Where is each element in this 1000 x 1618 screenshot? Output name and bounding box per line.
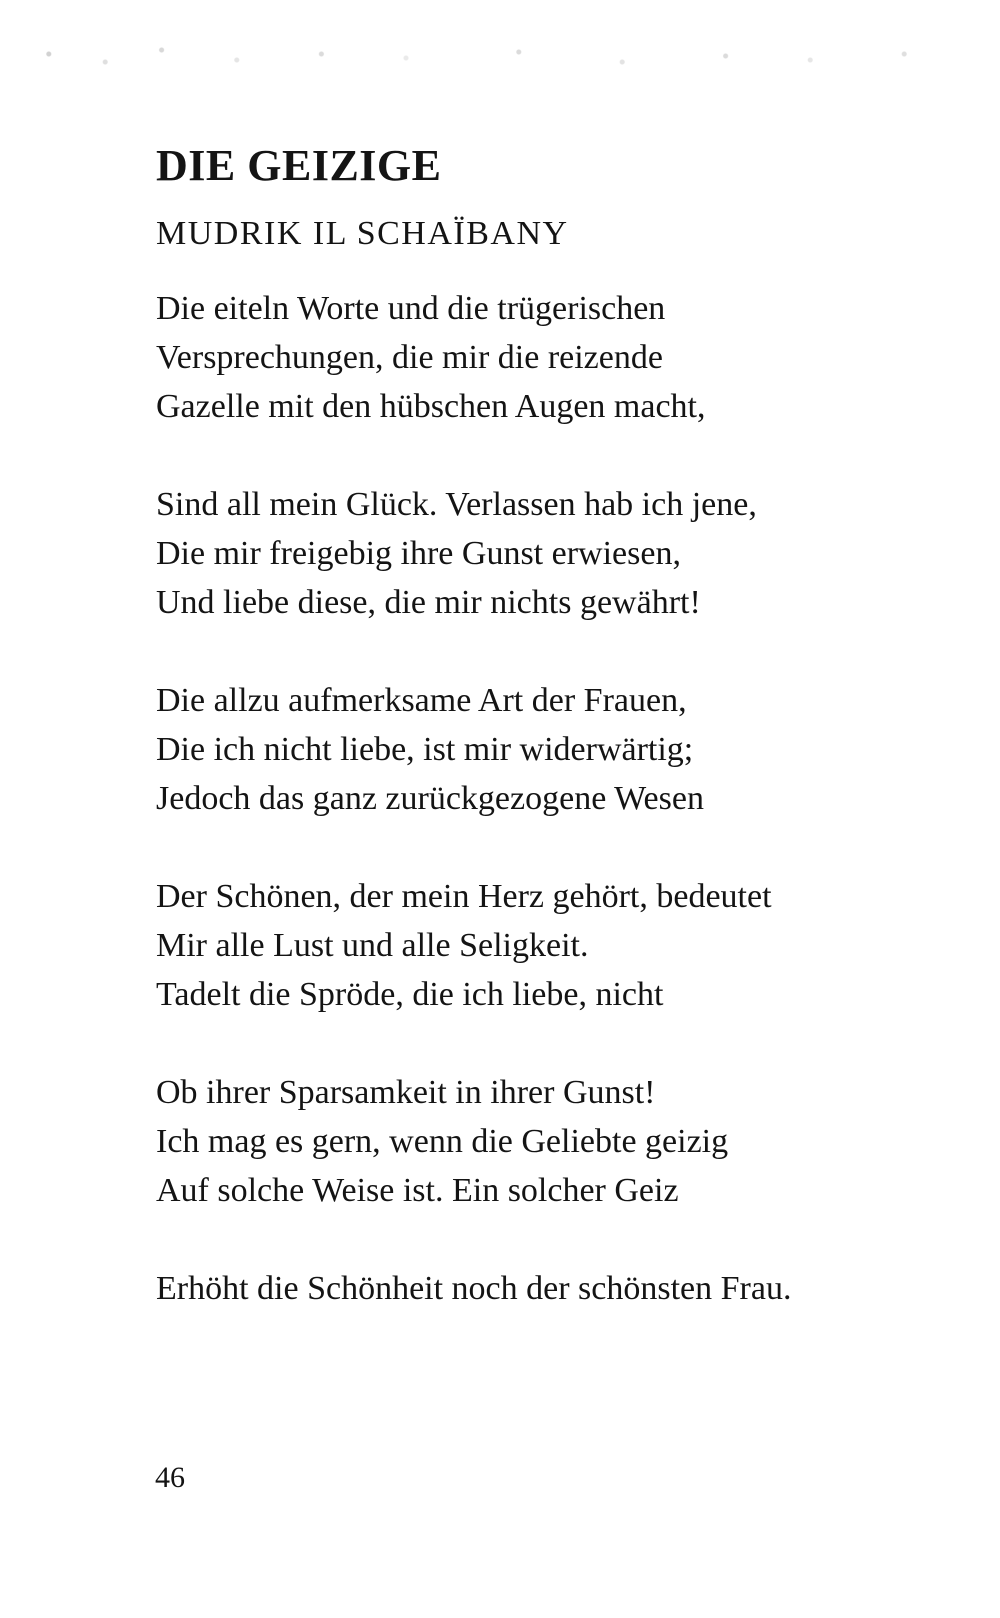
poem-line: Sind all mein Glück. Verlassen hab ich jene, xyxy=(156,486,757,523)
poem-line: Die allzu aufmerksame Art der Frauen, xyxy=(156,682,687,719)
poem-line: Tadelt die Spröde, die ich liebe, nicht xyxy=(156,976,664,1013)
poem-line: Ob ihrer Sparsamkeit in ihrer Gunst! xyxy=(156,1074,656,1111)
scan-artifact-band xyxy=(30,38,970,78)
poem-body xyxy=(156,284,976,1362)
stanza-6 xyxy=(156,1264,976,1313)
stanza-4 xyxy=(156,872,976,1019)
stanza-5 xyxy=(156,1068,976,1215)
poem-line: Die mir freigebig ihre Gunst erwiesen, xyxy=(156,535,681,572)
poem-line: Mir alle Lust und alle Seligkeit. xyxy=(156,927,589,964)
page-number: 46 xyxy=(155,1461,185,1494)
poem-line: Der Schönen, der mein Herz gehört, bedeutet xyxy=(156,878,772,915)
poem-line: Auf solche Weise ist. Ein solcher Geiz xyxy=(156,1172,679,1209)
poem-line: Erhöht die Schönheit noch der schönsten Frau. xyxy=(156,1270,792,1307)
poem-title: DIE GEIZIGE xyxy=(156,141,442,190)
poem-line: Jedoch das ganz zurückgezogene Wesen xyxy=(156,780,704,817)
poem-line: Und liebe diese, die mir nichts gewährt! xyxy=(156,584,701,621)
poem-author: MUDRIK IL SCHAÏBANY xyxy=(156,215,569,252)
stanza-2 xyxy=(156,480,976,627)
poem-line: Versprechungen, die mir die reizende xyxy=(156,339,663,376)
poem-line: Die eiteln Worte und die trügerischen xyxy=(156,290,666,327)
poem-line: Die ich nicht liebe, ist mir widerwärtig; xyxy=(156,731,694,768)
poem-line: Gazelle mit den hübschen Augen macht, xyxy=(156,388,706,425)
stanza-1 xyxy=(156,284,976,431)
poem-line: Ich mag es gern, wenn die Geliebte geizig xyxy=(156,1123,729,1160)
stanza-3 xyxy=(156,676,976,823)
